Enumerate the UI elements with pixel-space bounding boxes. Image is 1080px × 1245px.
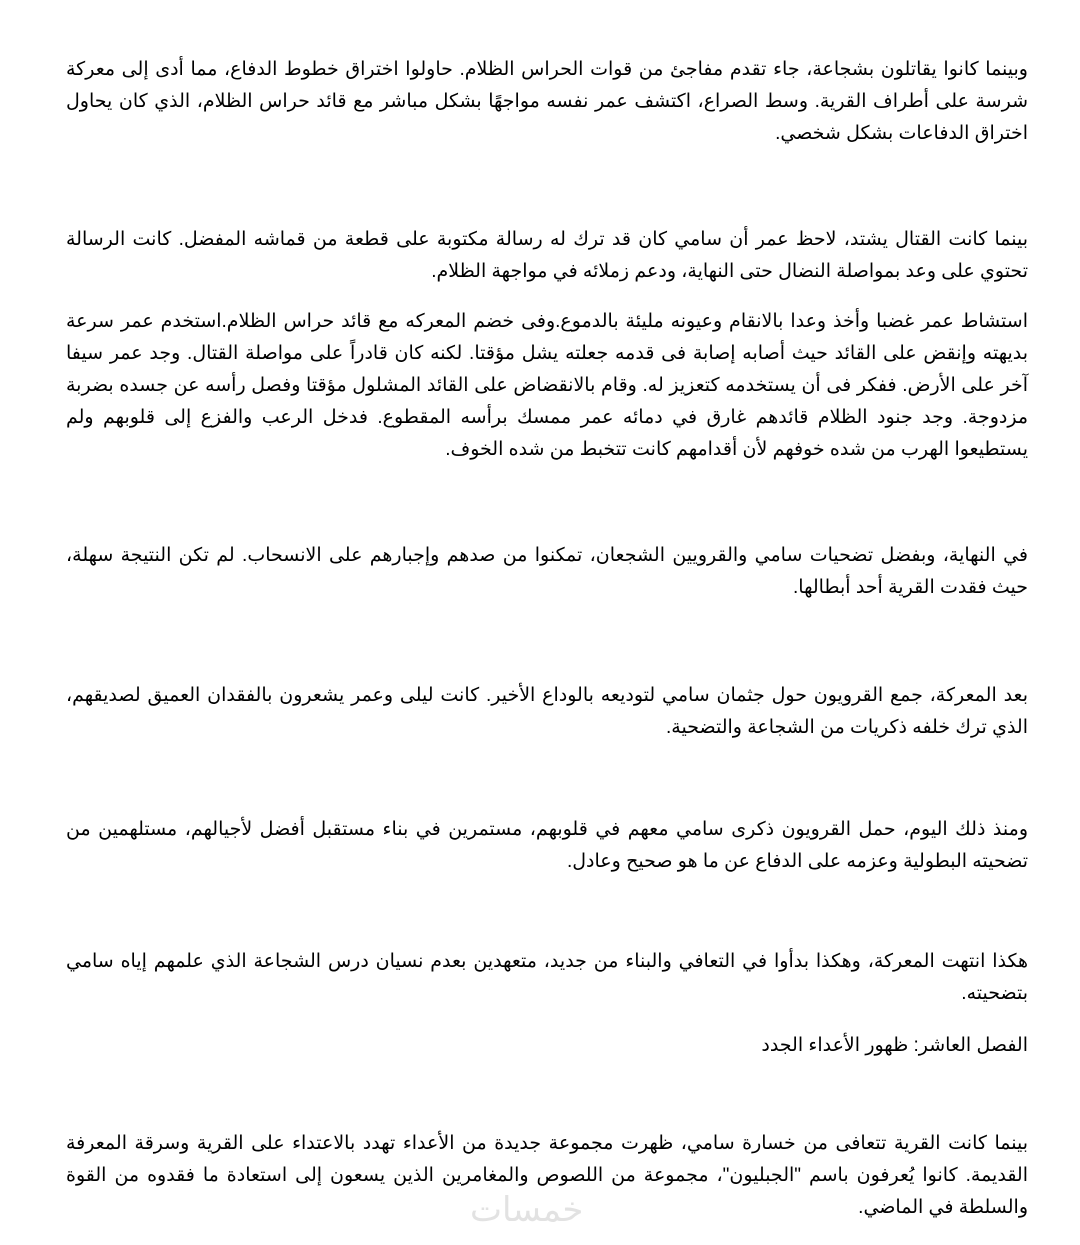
paragraph-battle-ended: هكذا انتهت المعركة، وهكذا بدأوا في التعافي والبناء من جديد، متعهدين بعدم نسيان درس الشجاعة الذي علمهم إياه سامي بتضحيته. [66, 951, 1028, 1004]
chapter-heading: الفصل العاشر: ظهور الأعداء الجدد [761, 1035, 1028, 1056]
watermark-logo: خمسات [470, 1190, 584, 1230]
paragraph-sami-letter: بينما كانت القتال يشتد، لاحظ عمر أن سامي كان قد ترك له رسالة مكتوبة على قطعة من قماشه المفضل. كانت الرسالة تحتوي على وعد بمواصلة النضال حتى النهاية، ودعم زملائه في مواجهة الظلام. [66, 229, 1028, 282]
paragraph-omar-revenge: استشاط عمر غضبا وأخذ وعدا بالانقام وعيونه مليئة بالدموع.وفى خضم المعركه مع قائد حراس الظلام.استخدم عمر سرعة بديهته وإنقض على القائد حيث أصابه إصابة فى قدمه جعلته يشل مؤقتا. لكنه كان قادراً على مواصلة القتال. وجد عمر سيفا آخر على الأرض. ففكر فى أن يستخدمه كتعزيز له. وقام بالانقضاض على القائد المشلول مؤقتا وفصل رأسه عن جسده بضربة مزدوجة. وجد جنود الظلام قائدهم غارق في دمائه عمر ممسك برأسه المقطوع. فدخل الرعب والفزع إلى قلوبهم ولم يستطيعوا الهرب من شده خوفهم لأن أقدامهم كانت تتخبط من شده الخوف. [66, 311, 1029, 460]
paragraph-after-battle: بعد المعركة، جمع القرويون حول جثمان سامي لتوديعه بالوداع الأخير. كانت ليلى وعمر يشعرون بالفقدان العميق لصديقهم، الذي ترك خلفه ذكريات من الشجاعة والتضحية. [66, 685, 1028, 738]
paragraph-ending: في النهاية، وبفضل تضحيات سامي والقرويين الشجعان، تمكنوا من صدهم وإجبارهم على الانسحاب. لم تكن النتيجة سهلة، حيث فقدت القرية أحد أبطالها. [66, 545, 1028, 598]
paragraph-since-that-day: ومنذ ذلك اليوم، حمل القرويون ذكرى سامي معهم في قلوبهم، مستمرين في بناء مستقبل أفضل لأجيالهم، مستلهمين من تضحيته البطولية وعزمه على الدفاع عن ما هو صحيح وعادل. [66, 819, 1028, 872]
paragraph-battle-surprise: وبينما كانوا يقاتلون بشجاعة، جاء تقدم مفاجئ من قوات الحراس الظلام. حاولوا اختراق خطوط الدفاع، مما أدى إلى معركة شرسة على أطراف القرية. وسط الصراع، اكتشف عمر نفسه مواجهًا بشكل مباشر مع قائد حراس الظلام، الذي كان يحاول اختراق الدفاعات بشكل شخصي. [66, 59, 1028, 144]
paragraph-new-enemies: بينما كانت القرية تتعافى من خسارة سامي، ظهرت مجموعة جديدة من الأعداء تهدد بالاعتداء على القرية وسرقة المعرفة القديمة. كانوا يُعرفون باسم "الجبليون"، مجموعة من اللصوص والمغامرين الذين يسعون إلى استعادة ما فقدوه من القوة والسلطة في الماضي. [66, 1133, 1028, 1218]
